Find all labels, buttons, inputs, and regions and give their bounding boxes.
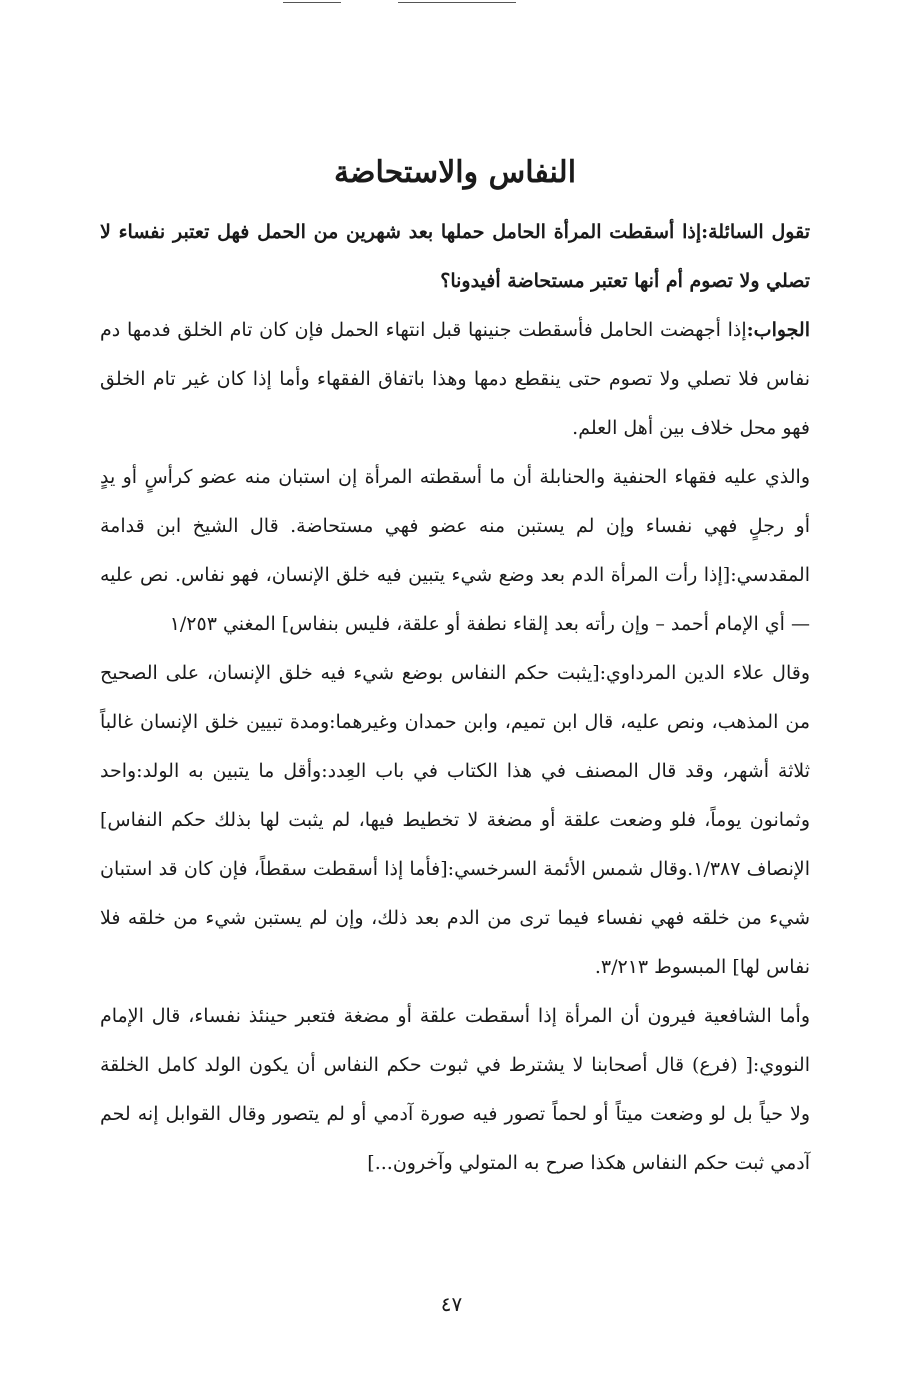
page-number: ٤٧ <box>440 1292 463 1316</box>
answer-text: إذا أجهضت الحامل فأسقطت جنينها قبل انتهاء الحمل فإن كان تام الخلق فدمها دم نفاس فلا تصلي ولا تصوم حتى ينقطع دمها وهذا باتفاق الفقهاء وأما إذا كان غير تام الخلق فهو محل خلاف بين أهل العلم. <box>100 319 810 439</box>
question-lead: تقول السائلة: <box>701 221 810 243</box>
page-title: النفاس والاستحاضة <box>333 155 577 190</box>
answer-lead: الجواب: <box>746 319 810 341</box>
question-text: إذا أسقطت المرأة الحامل حملها بعد شهرين من الحمل فهل تعتبر نفساء لا تصلي ولا تصوم أم أنها تعتبر مستحاضة أفيدونا؟ <box>100 221 810 292</box>
page-body <box>100 148 810 1188</box>
header-rule-short <box>283 2 341 3</box>
body-paragraph-shafii: وأما الشافعية فيرون أن المرأة إذا أسقطت علقة أو مضغة فتعبر حينئذ نفساء، قال الإمام النووي:[ (فرع) قال أصحابنا لا يشترط في ثبوت حكم النفاس أن يكون الولد كامل الخلقة ولا حياً بل لو وضعت ميتاً أو لحماً تصور فيه صورة آدمي أو لم يتصور وقال القوابل إنه لحم آدمي ثبت حكم النفاس هكذا صرح به المتولي وآخرون...] <box>100 1005 810 1174</box>
body-paragraph-mardawi: وقال علاء الدين المرداوي:[يثبت حكم النفاس بوضع شيء فيه خلق الإنسان، على الصحيح من المذهب، ونص عليه، قال ابن تميم، وابن حمدان وغيرهما:ومدة تبيين خلق الإنسان غالباً ثلاثة أشهر، وقد قال المصنف في هذا الكتاب في باب العِدد:وأقل ما يتبين به الولد:واحد وثمانون يوماً، فلو وضعت علقة أو مضغة لا تخطيط فيها، لم يثبت لها بذلك حكم النفاس] الإنصاف ١/٣٨٧.وقال شمس الأئمة السرخسي:[فأما إذا أسقطت سقطاً، فإن كان قد استبان شيء من خلقه فهي نفساء فيما ترى من الدم بعد ذلك، وإن لم يستبن شيء من خلقه فلا نفاس لها] المبسوط ٣/٢١٣. <box>100 662 811 978</box>
body-paragraph-hanafi-hanbali: والذي عليه فقهاء الحنفية والحنابلة أن ما أسقطته المرأة إن استبان منه عضو كرأسٍ أو يدٍ أو رجلٍ فهي نفساء وإن لم يستبن منه عضو فهي مستحاضة. قال الشيخ ابن قدامة المقدسي:[إذا رأت المرأة الدم بعد وضع شيء يتبين فيه خلق الإنسان، فهو نفاس. نص عليه — أي الإمام أحمد – وإن رأته بعد إلقاء نطفة أو علقة، فليس بنفاس] المغني ١/٢٥٣ <box>100 466 810 635</box>
answer-paragraph <box>100 306 810 453</box>
header-rule-long <box>398 2 516 3</box>
question-paragraph <box>100 208 810 306</box>
